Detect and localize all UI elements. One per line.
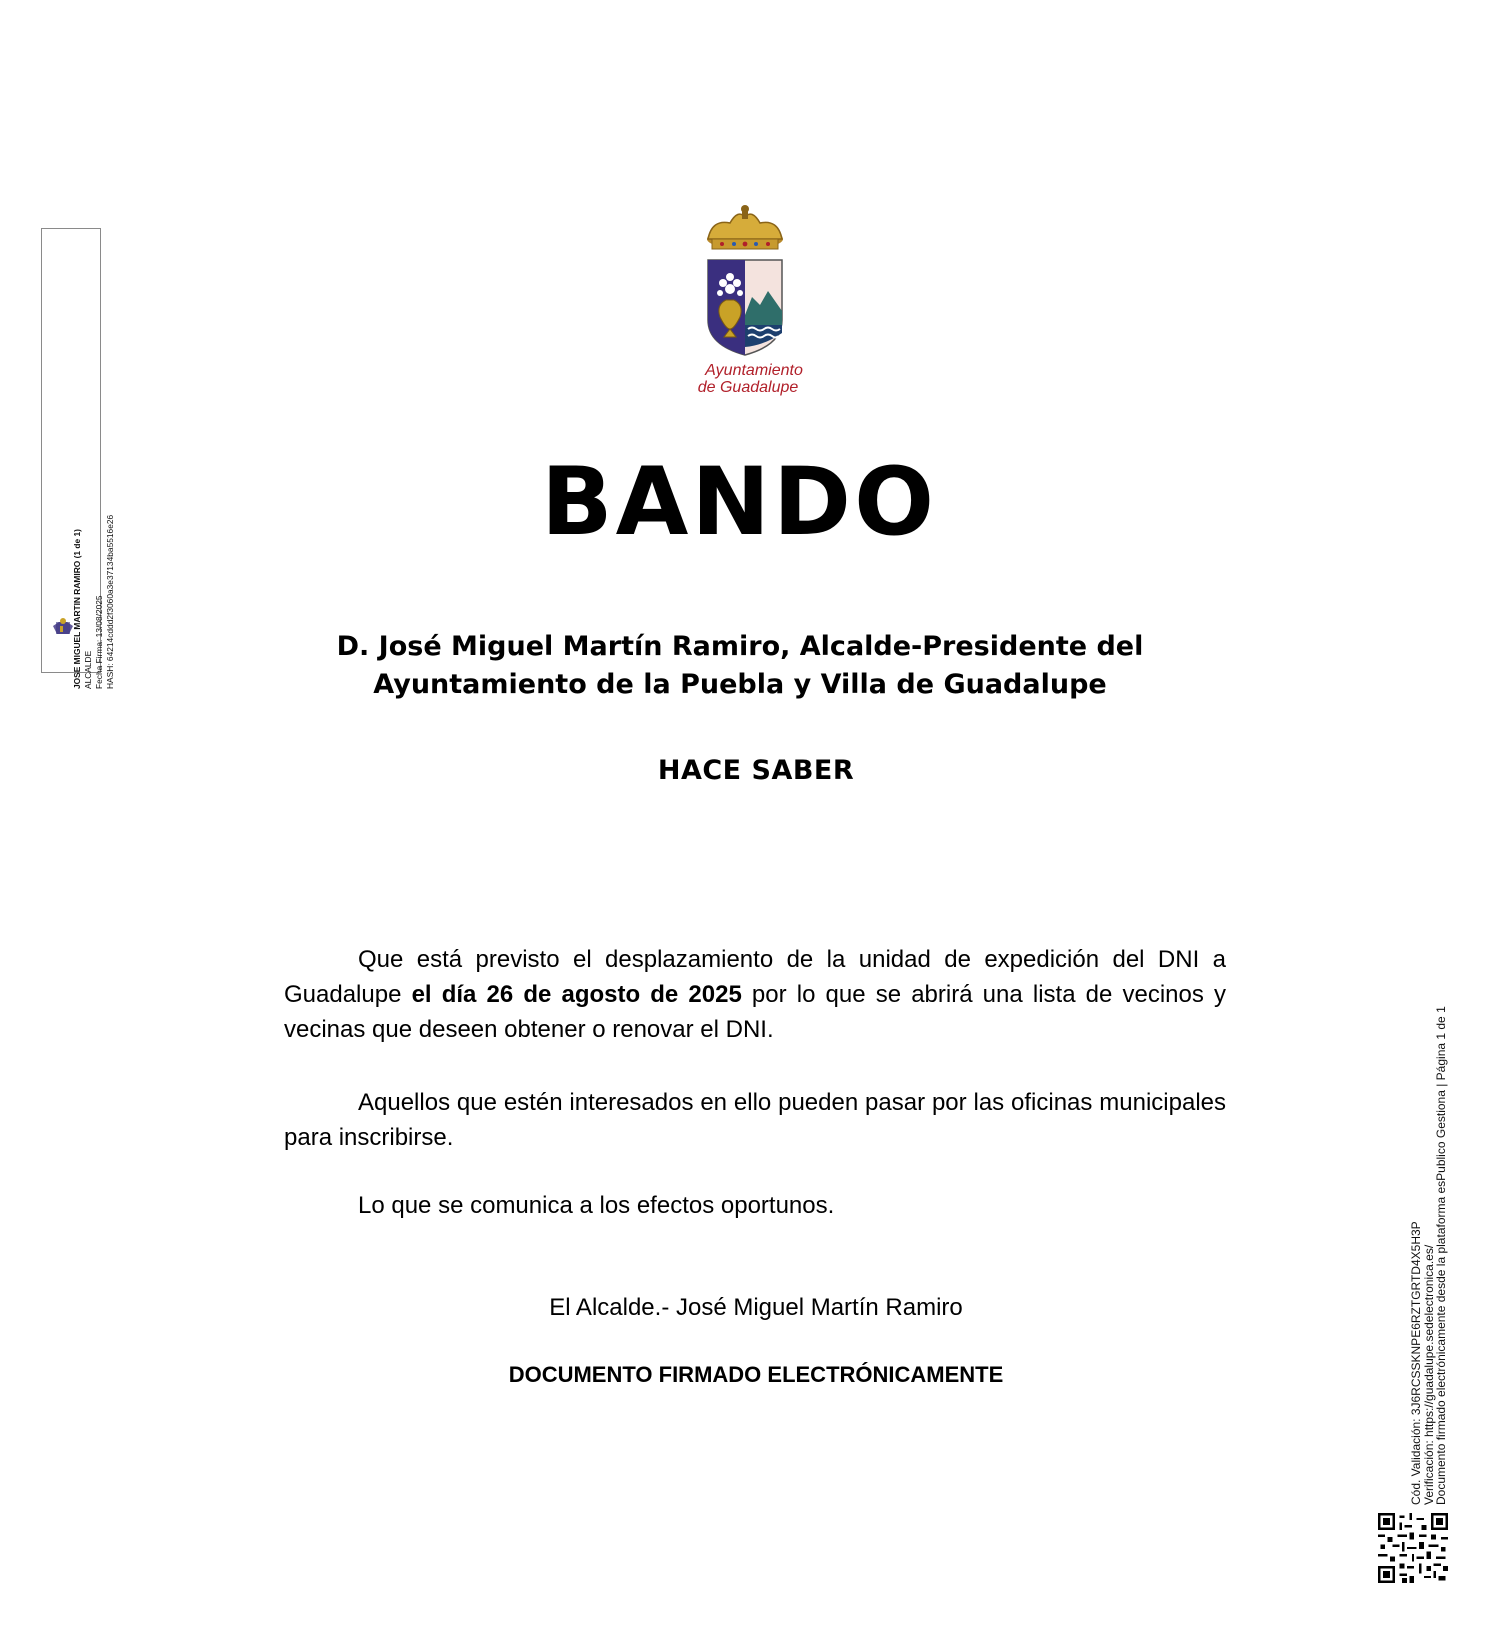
qr-code-icon bbox=[1378, 1513, 1448, 1583]
body-paragraph-1 bbox=[284, 942, 1226, 1047]
page-title: BANDO bbox=[540, 448, 937, 557]
signature-date: Fecha Firma: 13/08/2025 bbox=[94, 595, 104, 689]
mini-crest-icon bbox=[47, 616, 79, 638]
crest-label-line2: de Guadalupe bbox=[697, 379, 799, 396]
validation-note: Documento firmado electrónicamente desde la plataforma esPublico Gestiona | Página 1 de 1 bbox=[1434, 1006, 1448, 1505]
ayuntamiento-crest-icon bbox=[690, 205, 840, 400]
p1-date-highlight: el día 26 de agosto de 2025 bbox=[411, 981, 742, 1008]
issuer-line-2: Ayuntamiento de la Puebla y Villa de Guadalupe bbox=[373, 669, 1107, 700]
signer-line: El Alcalde.- José Miguel Martín Ramiro bbox=[549, 1294, 963, 1321]
signature-hash: HASH: 64214cddd2f3060a3e37134ba5516e26 bbox=[105, 514, 115, 689]
validation-code: Cód. Validación: 3J6RCSSKNPE6RZTGRTD4X5H3P bbox=[1409, 1221, 1423, 1505]
validation-text bbox=[1410, 1006, 1448, 1505]
signed-note: DOCUMENTO FIRMADO ELECTRÓNICAMENTE bbox=[508, 1362, 1004, 1387]
crown-icon bbox=[707, 205, 783, 249]
p1-text-b: por lo que se abrirá una lista de vecinos y vecinas que deseen obtener o renovar el DNI. bbox=[284, 981, 1226, 1043]
signer-name: JOSE MIGUEL MARTIN RAMIRO (1 de 1) bbox=[72, 529, 82, 689]
issuer-line-1: D. José Miguel Martín Ramiro, Alcalde-Presidente del bbox=[336, 631, 1144, 662]
issuer-heading bbox=[290, 628, 1190, 704]
p1-text-a: Que está previsto el desplazamiento de la unidad de expedición del DNI a Guadalupe bbox=[284, 946, 1226, 1008]
body-paragraph-3: Lo que se comunica a los efectos oportunos. bbox=[358, 1192, 835, 1219]
body-paragraph-2: Aquellos que estén interesados en ello pueden pasar por las oficinas municipales para inscribirse. bbox=[284, 1089, 1226, 1151]
announcement-heading: HACE SABER bbox=[657, 755, 855, 786]
validation-url: Verificación: https://guadalupe.sedelectronica.es/ bbox=[1421, 1244, 1436, 1505]
signer-role: ALCALDE bbox=[83, 650, 93, 689]
crest-label-line1: Ayuntamiento bbox=[705, 362, 803, 379]
